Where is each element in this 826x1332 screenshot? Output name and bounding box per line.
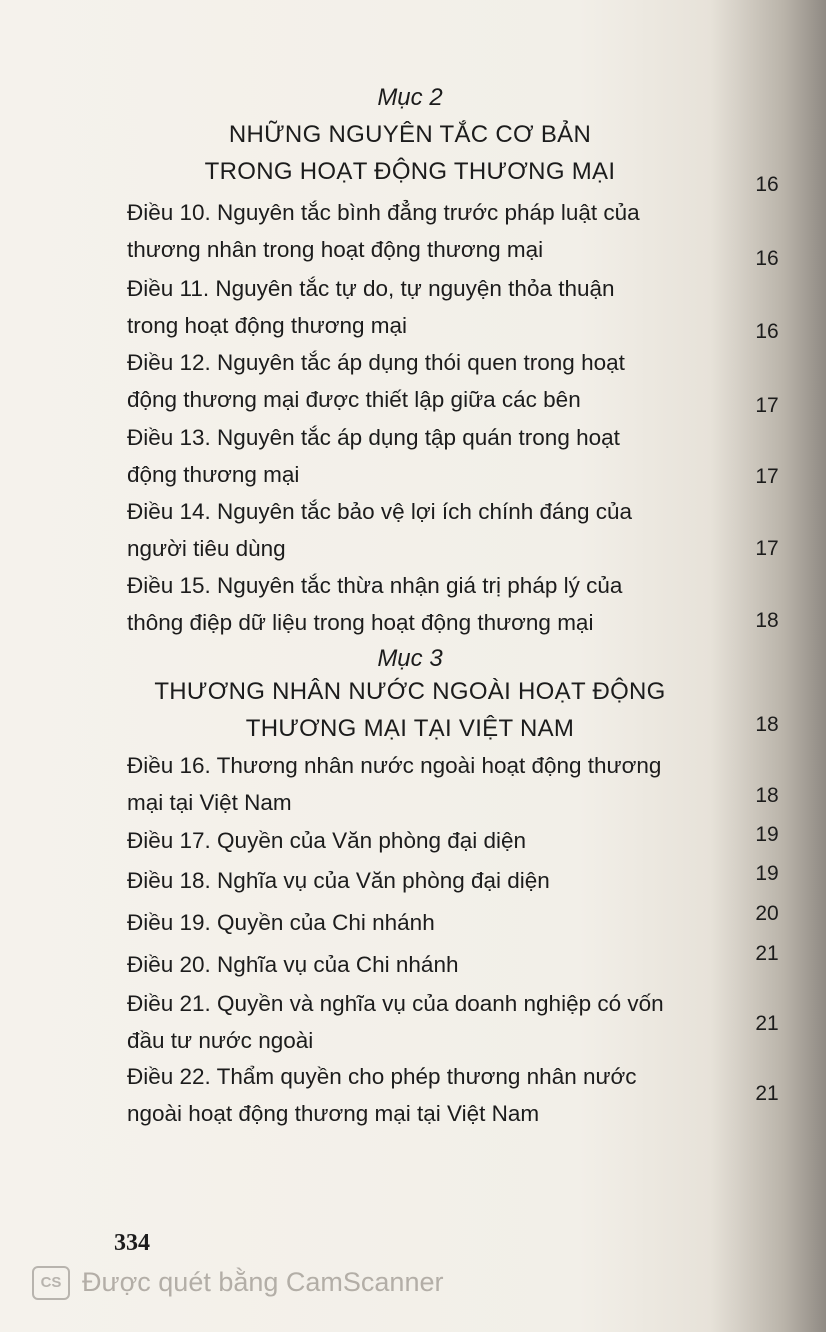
entry-line: Điều 19. Quyền của Chi nhánh — [127, 910, 435, 935]
toc-entry-dieu-14 — [127, 493, 737, 567]
entry-page-dieu-14: 17 — [755, 537, 779, 560]
entry-line: động thương mại được thiết lập giữa các bên — [127, 387, 581, 412]
entry-line: Điều 11. Nguyên tắc tự do, tự nguyện thỏa thuận — [127, 276, 615, 301]
entry-line: Điều 12. Nguyên tắc áp dụng thói quen trong hoạt — [127, 350, 625, 375]
entry-line: ngoài hoạt động thương mại tại Việt Nam — [127, 1101, 540, 1126]
entry-page-dieu-19: 20 — [755, 902, 779, 925]
toc-entry-dieu-21 — [127, 985, 737, 1059]
entry-page-dieu-11: 16 — [755, 320, 779, 343]
entry-line: thương nhân trong hoạt động thương mại — [127, 237, 544, 262]
section-2-page: 16 — [755, 173, 779, 196]
toc-entry-dieu-15 — [127, 567, 737, 641]
entry-line: động thương mại — [127, 462, 300, 487]
entry-page-dieu-21: 21 — [755, 1012, 779, 1035]
entry-line: Điều 17. Quyền của Văn phòng đại diện — [127, 828, 527, 853]
section-3-heading-line-1: THƯƠNG NHÂN NƯỚC NGOÀI HOẠT ĐỘNG — [154, 678, 666, 705]
section-3-heading — [110, 673, 710, 747]
page-number: 334 — [114, 1230, 150, 1256]
entry-line: Điều 16. Thương nhân nước ngoài hoạt động thương — [127, 753, 662, 778]
section-2-heading — [110, 116, 710, 190]
entry-line: Điều 21. Quyền và nghĩa vụ của doanh nghiệp có vốn — [127, 991, 664, 1016]
entry-page-dieu-10: 16 — [755, 247, 779, 270]
toc-entry-dieu-11 — [127, 270, 737, 344]
section-2-heading-line-1: NHỮNG NGUYÊN TẮC CƠ BẢN — [228, 121, 592, 148]
entry-line: Điều 20. Nghĩa vụ của Chi nhánh — [127, 952, 459, 977]
entry-line: Điều 22. Thẩm quyền cho phép thương nhân nước — [127, 1064, 637, 1089]
toc-entry-dieu-20 — [127, 946, 737, 983]
toc-entry-dieu-22 — [127, 1058, 737, 1132]
entry-line: đầu tư nước ngoài — [127, 1028, 314, 1053]
entry-line: Điều 15. Nguyên tắc thừa nhận giá trị pháp lý của — [127, 573, 623, 598]
entry-line: Điều 10. Nguyên tắc bình đẳng trước pháp luật của — [127, 200, 640, 225]
entry-line: Điều 18. Nghĩa vụ của Văn phòng đại diện — [127, 868, 550, 893]
toc-entry-dieu-19 — [127, 904, 737, 941]
toc-entry-dieu-10 — [127, 194, 737, 268]
toc-entry-dieu-18 — [127, 862, 737, 899]
section-2-heading-line-2: TRONG HOẠT ĐỘNG THƯƠNG MẠI — [204, 158, 616, 185]
scanner-watermark — [32, 1262, 632, 1304]
section-3-page: 18 — [755, 713, 779, 736]
entry-line: trong hoạt động thương mại — [127, 313, 407, 338]
entry-line: mại tại Việt Nam — [127, 790, 292, 815]
watermark-text: Được quét bằng CamScanner — [82, 1267, 444, 1297]
entry-line: thông điệp dữ liệu trong hoạt động thương mại — [127, 610, 594, 635]
camscanner-logo-icon: CS — [32, 1266, 70, 1300]
toc-entry-dieu-17 — [127, 822, 737, 859]
entry-page-dieu-13: 17 — [755, 465, 779, 488]
entry-page-dieu-17: 19 — [755, 823, 779, 846]
entry-page-dieu-12: 17 — [755, 394, 779, 417]
section-3-title: Mục 3 — [377, 645, 443, 672]
entry-line: người tiêu dùng — [127, 536, 286, 561]
entry-page-dieu-15: 18 — [755, 609, 779, 632]
entry-line: Điều 13. Nguyên tắc áp dụng tập quán trong hoạt — [127, 425, 620, 450]
entry-line: Điều 14. Nguyên tắc bảo vệ lợi ích chính đáng của — [127, 499, 633, 524]
entry-page-dieu-20: 21 — [755, 942, 779, 965]
section-3-heading-line-2: THƯƠNG MẠI TẠI VIỆT NAM — [245, 715, 575, 742]
entry-page-dieu-22: 21 — [755, 1082, 779, 1105]
section-2-title: Mục 2 — [377, 84, 443, 111]
entry-page-dieu-16: 18 — [755, 784, 779, 807]
toc-entry-dieu-16 — [127, 747, 737, 821]
entry-page-dieu-18: 19 — [755, 862, 779, 885]
toc-entry-dieu-13 — [127, 419, 737, 493]
toc-entry-dieu-12 — [127, 344, 737, 418]
